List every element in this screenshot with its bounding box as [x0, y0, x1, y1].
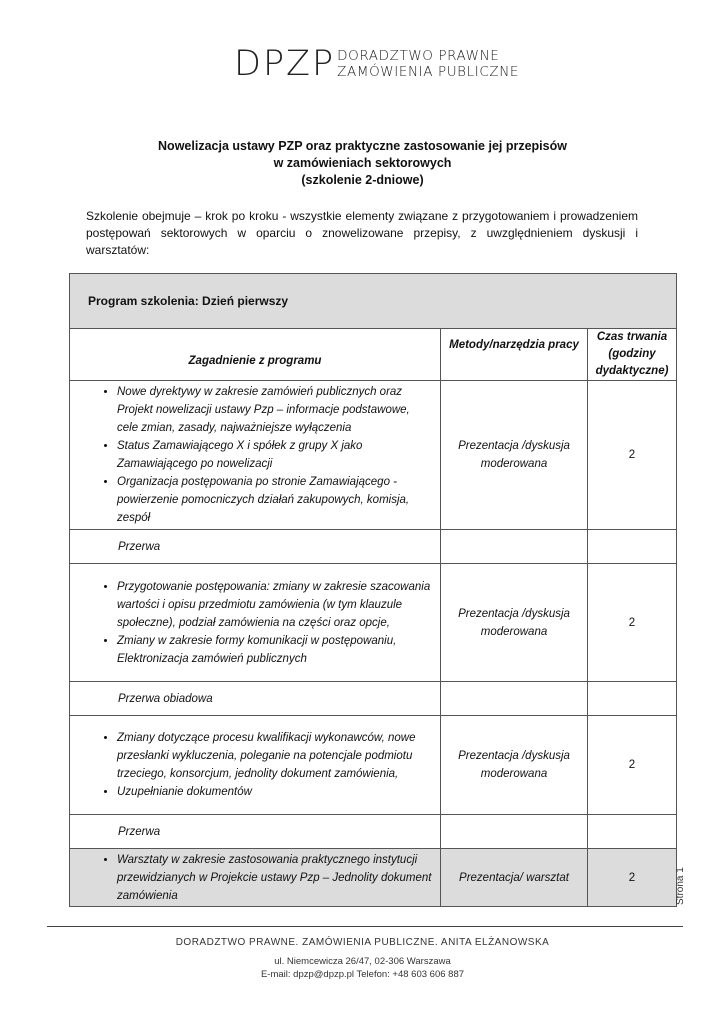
title-line-2: w zamówieniach sektorowych — [273, 156, 452, 170]
session-topics — [70, 849, 441, 907]
break-row — [70, 530, 677, 564]
session-row — [70, 381, 677, 530]
session-method: Prezentacja /dyskusja moderowana — [441, 716, 588, 815]
session-topics — [70, 381, 441, 530]
break-hours-cell — [588, 815, 677, 849]
topic-item: • Nowe dyrektywy w zakresie zamówień publicznych oraz Projekt nowelizacji ustawy Pzp – informacje podstawowe, cele zmian, zasady, najważniejsze wyłączenia — [117, 383, 434, 437]
intro-paragraph: Szkolenie obejmuje – krok po kroku - wszystkie elementy związane z przygotowaniem i prowadzeniem postępowań sektorowych w oparciu o znowelizowane przepisy, z uwzględnieniem dyskusji i warsztatów: — [86, 209, 638, 257]
topic-list — [70, 851, 440, 905]
workshop-row — [70, 849, 677, 907]
break-label: Przerwa — [70, 530, 441, 564]
footer-address: ul. Niemcewicza 26/47, 02-306 Warszawa — [274, 956, 451, 967]
break-method-cell — [441, 530, 588, 564]
session-row — [70, 716, 677, 815]
break-row — [70, 682, 677, 716]
header-duration: Czas trwania (godziny dydaktyczne) — [588, 329, 677, 381]
title-line-1: Nowelizacja ustawy PZP oraz praktyczne zastosowanie jej przepisów — [158, 139, 567, 153]
topic-item: • Uzupełnianie dokumentów — [117, 783, 434, 801]
company-logo — [234, 44, 519, 84]
topic-list — [70, 383, 440, 527]
day-heading: Program szkolenia: Dzień pierwszy — [70, 274, 677, 329]
break-hours-cell — [588, 530, 677, 564]
session-hours: 2 — [588, 849, 677, 907]
topic-item: • Organizacja postępowania po stronie Zamawiającego - powierzenie pomocniczych działań zakupowych, komisja, zespół — [117, 473, 434, 527]
topic-item: • Zmiany dotyczące procesu kwalifikacji wykonawców, nowe przesłanki wykluczenia, poleganie na potencjale podmiotu trzeciego, konsorcjum, jednolity dokument zamówienia, — [117, 729, 434, 783]
session-row — [70, 564, 677, 682]
topic-item: • Zmiany w zakresie formy komunikacji w postępowaniu, Elektronizacja zamówień publicznych — [117, 632, 434, 668]
logo-tagline-line-1: DORADZTWO PRAWNE — [337, 48, 500, 64]
footer-divider — [47, 926, 683, 927]
topic-item: • Przygotowanie postępowania: zmiany w zakresie szacowania wartości i opisu przedmiotu zamówienia (w tym klauzule społeczne), podział zamówienia na części oraz opcje, — [117, 578, 434, 632]
day-heading-row — [70, 274, 677, 329]
break-label: Przerwa obiadowa — [70, 682, 441, 716]
session-topics — [70, 716, 441, 815]
footer-contact: E-mail: dpzp@dpzp.pl Telefon: +48 603 606 887 — [260, 969, 465, 980]
page-number: Strona 1 — [675, 867, 686, 905]
session-hours: 2 — [588, 381, 677, 530]
logo-tagline — [337, 48, 519, 80]
program-table — [69, 273, 677, 907]
topic-list — [70, 578, 440, 668]
session-method: Prezentacja /dyskusja moderowana — [441, 381, 588, 530]
topic-item: • Status Zamawiającego X i spółek z grupy X jako Zamawiającego po nowelizacji — [117, 437, 434, 473]
footer-company: DORADZTWO PRAWNE. ZAMÓWIENIA PUBLICZNE. ANITA ELŻANOWSKA — [175, 937, 550, 948]
logo-tagline-line-2: ZAMÓWIENIA PUBLICZNE — [337, 64, 520, 80]
break-method-cell — [441, 682, 588, 716]
session-topics — [70, 564, 441, 682]
break-row — [70, 815, 677, 849]
break-method-cell — [441, 815, 588, 849]
session-method: Prezentacja/ warsztat — [441, 849, 588, 907]
title-line-3: (szkolenie 2-dniowe) — [301, 173, 424, 187]
topic-list — [70, 729, 440, 801]
logo-wordmark: DPZP — [234, 43, 336, 84]
topic-item: • Warsztaty w zakresie zastosowania praktycznego instytucji przewidzianych w Projekcie ustawy Pzp – Jednolity dokument zamówienia — [117, 851, 434, 905]
break-hours-cell — [588, 682, 677, 716]
session-hours: 2 — [588, 716, 677, 815]
header-methods: Metody/narzędzia pracy — [441, 329, 588, 381]
session-hours: 2 — [588, 564, 677, 682]
session-method: Prezentacja /dyskusja moderowana — [441, 564, 588, 682]
column-header-row — [70, 329, 677, 381]
break-label: Przerwa — [70, 815, 441, 849]
header-topic: Zagadnienie z programu — [70, 329, 441, 381]
document-title — [0, 138, 725, 189]
